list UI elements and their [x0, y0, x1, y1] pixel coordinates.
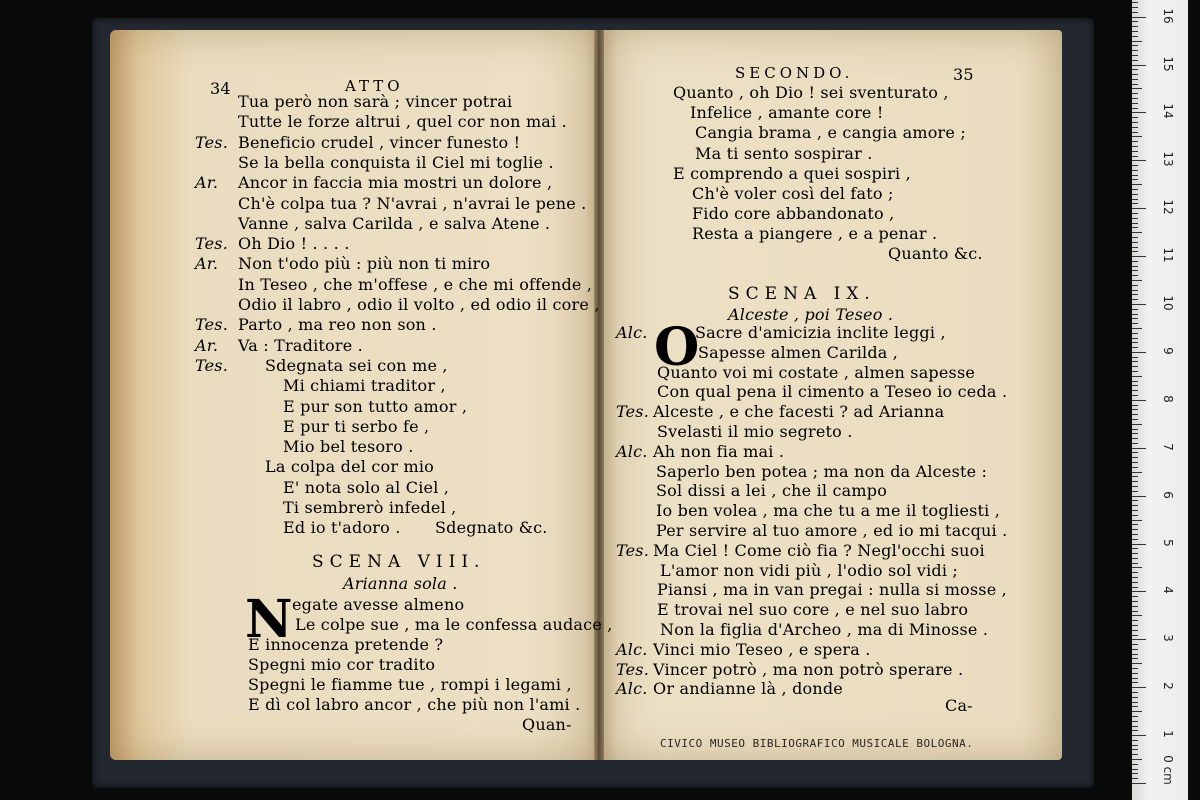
ruler-label: 12 [1161, 199, 1175, 215]
ruler-tick [1132, 534, 1138, 535]
ruler-label: 5 [1161, 538, 1175, 547]
ruler-tick [1132, 735, 1146, 736]
ruler-tick [1132, 702, 1138, 703]
da-capo: Quanto &c. [888, 244, 983, 263]
ruler-tick [1132, 467, 1138, 468]
ruler-tick [1132, 2, 1138, 3]
ruler-tick [1132, 778, 1138, 779]
ruler-tick [1132, 338, 1138, 339]
ruler-tick [1132, 625, 1138, 626]
ruler-tick [1132, 716, 1138, 717]
ruler-tick [1132, 577, 1138, 578]
ruler-tick [1132, 419, 1138, 420]
ruler-tick [1132, 481, 1138, 482]
ruler-tick [1132, 309, 1138, 310]
ruler-tick [1132, 433, 1138, 434]
ruler-label: 14 [1161, 103, 1175, 120]
verse-line: Sacre d'amicizia inclite leggi , [695, 323, 946, 342]
speaker-label: Tes. [195, 355, 228, 375]
ruler-tick [1132, 409, 1138, 410]
ruler-tick [1132, 639, 1146, 640]
verse-line: Le colpe sue , ma le confessa audace , [295, 615, 613, 634]
ruler-tick [1132, 41, 1142, 42]
drop-cap: N [245, 589, 293, 650]
ruler-tick [1132, 754, 1138, 755]
ruler-label: 8 [1161, 394, 1175, 403]
ruler-tick [1132, 539, 1138, 540]
ruler-tick [1132, 270, 1138, 271]
ruler-tick [1132, 55, 1138, 56]
ruler-tick [1132, 60, 1138, 61]
verse-line: E comprendo a quei sospiri , [673, 163, 911, 183]
verse-line: Va : Traditore . [238, 335, 363, 355]
verse-line: E trovai nel suo core , e nel suo labro [657, 600, 969, 620]
ruler-tick [1132, 687, 1146, 688]
scene-heading: SCENA IX. [728, 284, 876, 304]
ruler-tick [1132, 706, 1138, 707]
ruler-tick [1132, 127, 1138, 128]
ruler-tick [1132, 443, 1138, 444]
ruler-tick [1132, 548, 1138, 549]
ruler-tick [1132, 294, 1138, 295]
ruler-tick [1132, 745, 1138, 746]
ruler-tick [1132, 184, 1142, 185]
ruler-tick [1132, 567, 1142, 568]
verse-line: Quanto , oh Dio ! sei sventurato , [673, 83, 949, 102]
ruler-tick [1132, 179, 1138, 180]
ruler-tick [1132, 280, 1142, 281]
verse-line: Sdegnato &c. [435, 518, 548, 538]
scene-subtitle: Alceste , poi Teseo . [728, 305, 894, 324]
ruler-label: 1 [1161, 730, 1175, 738]
measurement-ruler [1132, 0, 1188, 800]
ruler-tick [1132, 496, 1146, 497]
verse-line: Tutte le forze altrui , quel cor non mai . [238, 112, 567, 132]
verse-line: Spegni le fiamme tue , rompi i legami , [248, 675, 572, 694]
ruler-tick [1132, 769, 1138, 770]
library-stamp: CIVICO MUSEO BIBLIOGRAFICO MUSICALE BOLOGNA. [660, 737, 974, 750]
verse-line: Odio il labro , odio il volto , ed odio il core , [238, 295, 600, 314]
ruler-tick [1132, 156, 1138, 157]
verse-line: Infelice , amante core ! [690, 103, 884, 123]
ruler-tick [1132, 26, 1138, 27]
ruler-label: 2 [1161, 682, 1175, 690]
speaker-label: Alc. [616, 639, 648, 659]
ruler-tick [1132, 45, 1138, 46]
drop-cap: O [654, 317, 700, 378]
ruler-label: 15 [1161, 55, 1175, 72]
scene-subtitle: Arianna sola . [343, 574, 458, 593]
ruler-tick [1132, 103, 1138, 104]
ruler-tick [1132, 194, 1138, 195]
ruler-tick [1132, 165, 1138, 166]
verse-line: Alceste , e che facesti ? ad Arianna [653, 402, 945, 422]
verse-line: Vanne , salva Carilda , e salva Atene . [238, 213, 551, 233]
ruler-tick [1132, 347, 1138, 348]
ruler-tick [1132, 328, 1142, 329]
verse-line: Sol dissi a lei , che il campo [656, 481, 888, 501]
ruler-tick [1132, 266, 1138, 267]
ruler-tick [1132, 50, 1138, 51]
ruler-tick [1132, 160, 1146, 161]
ruler-tick [1132, 170, 1138, 171]
ruler-tick [1132, 98, 1138, 99]
scene-heading: SCENA VIII. [312, 552, 486, 572]
verse-line: Io ben volea , ma che tu a me il togliesti , [656, 501, 1001, 521]
verse-line: Vincer potrò , ma non potrò sperare . [653, 659, 964, 679]
running-header: ATTO [345, 77, 404, 95]
ruler-tick [1132, 678, 1138, 679]
ruler-tick [1132, 323, 1138, 324]
running-header: SECONDO. [735, 64, 854, 82]
ruler-tick [1132, 424, 1142, 425]
ruler-tick [1132, 242, 1138, 243]
ruler-tick [1132, 472, 1142, 473]
verse-line: Ah non fia mai . [653, 441, 785, 461]
ruler-tick [1132, 232, 1142, 233]
ruler-tick [1132, 682, 1138, 683]
ruler-tick [1132, 371, 1138, 372]
ruler-tick [1132, 721, 1138, 722]
ruler-tick [1132, 515, 1138, 516]
verse-line: E pur ti serbo fe , [283, 416, 430, 436]
ruler-tick [1132, 400, 1146, 401]
ruler-tick [1132, 759, 1142, 760]
ruler-tick [1132, 673, 1138, 674]
ruler-tick [1132, 476, 1138, 477]
verse-line: Parto , ma reo non son . [238, 315, 437, 335]
ruler-tick [1132, 486, 1138, 487]
ruler-tick [1132, 630, 1138, 631]
ruler-tick [1132, 764, 1138, 765]
ruler-tick [1132, 457, 1138, 458]
ruler-tick [1132, 611, 1138, 612]
speaker-label: Tes. [616, 540, 649, 560]
verse-line: Svelasti il mio segreto . [657, 422, 853, 441]
ruler-label: 3 [1161, 634, 1175, 643]
ruler-tick [1132, 275, 1138, 276]
speaker-label: Alc. [616, 441, 648, 461]
catchword: Quan- [522, 715, 572, 734]
ruler-tick [1132, 520, 1142, 521]
ruler-tick [1132, 405, 1138, 406]
ruler-tick [1132, 544, 1146, 545]
ruler-tick [1132, 773, 1138, 774]
speaker-label: Ar. [195, 254, 219, 274]
catchword: Ca- [945, 696, 973, 715]
ruler-tick [1132, 117, 1138, 118]
ruler-tick [1132, 462, 1138, 463]
ruler-tick [1132, 572, 1138, 573]
verse-line: Resta a piangere , e a penar . [692, 224, 938, 244]
ruler-tick [1132, 7, 1138, 8]
speaker-label: Tes. [616, 402, 649, 422]
ruler-tick [1132, 524, 1138, 525]
ruler-tick [1132, 112, 1146, 113]
ruler-tick [1132, 352, 1146, 353]
verse-line: Tua però non sarà ; vincer potrai [238, 92, 513, 111]
verse-line: In Teseo , che m'offese , e che mi offende , [238, 274, 593, 294]
ruler-tick [1132, 88, 1142, 89]
verse-line: Beneficio crudel , vincer funesto ! [238, 132, 521, 152]
ruler-tick [1132, 151, 1138, 152]
ruler-tick [1132, 357, 1138, 358]
ruler-tick [1132, 376, 1142, 377]
verse-line: Ch'è colpa tua ? N'avrai , n'avrai le pene . [238, 193, 587, 213]
ruler-tick [1132, 491, 1138, 492]
verse-line: La colpa del cor mio [265, 457, 434, 477]
ruler-tick [1132, 429, 1138, 430]
ruler-label: 11 [1161, 247, 1175, 263]
ruler-tick [1132, 529, 1138, 530]
verse-line: Vinci mio Teseo , e spera . [653, 639, 871, 659]
ruler-tick [1132, 438, 1138, 439]
ruler-tick [1132, 366, 1138, 367]
verse-line: Se la bella conquista il Ciel mi toglie . [238, 152, 554, 172]
ruler-tick [1132, 381, 1138, 382]
ruler-tick [1132, 658, 1138, 659]
ruler-tick [1132, 93, 1138, 94]
ruler-tick [1132, 668, 1138, 669]
ruler-tick [1132, 385, 1138, 386]
ruler-tick [1132, 175, 1138, 176]
ruler-tick [1132, 591, 1146, 592]
verse-line: Fido core abbandonato , [692, 204, 895, 224]
verse-line: Spegni mio cor tradito [248, 655, 436, 674]
verse-line: egate avesse almeno [292, 595, 465, 614]
speaker-label: Tes. [195, 234, 228, 254]
ruler-tick [1132, 314, 1138, 315]
ruler-tick [1132, 304, 1146, 305]
ruler-tick [1132, 31, 1138, 32]
ruler-tick [1132, 582, 1138, 583]
ruler-tick [1132, 213, 1138, 214]
ruler-tick [1132, 558, 1138, 559]
ruler-tick [1132, 692, 1138, 693]
verse-line: Ti sembrerò infedel , [283, 498, 457, 517]
verse-line: Ancor in faccia mia mostri un dolore , [238, 173, 553, 193]
ruler-tick [1132, 21, 1138, 22]
ruler-tick [1132, 654, 1138, 655]
verse-line: Mio bel tesoro . [283, 437, 414, 457]
ruler-tick [1132, 74, 1138, 75]
verse-line: Ma Ciel ! Come ciò fia ? Negl'occhi suoi [653, 540, 985, 560]
speaker-label: Alc. [616, 323, 648, 342]
ruler-tick [1132, 749, 1138, 750]
ruler-tick [1132, 342, 1138, 343]
page-number: 35 [953, 65, 974, 84]
ruler-tick [1132, 452, 1138, 453]
ruler-tick [1132, 36, 1138, 37]
verse-line: E innocenza pretende ? [248, 635, 444, 654]
ruler-tick [1132, 730, 1138, 731]
speaker-label: Tes. [195, 315, 228, 335]
ruler-tick [1132, 146, 1138, 147]
verse-line: E pur son tutto amor , [283, 396, 468, 416]
ruler-tick [1132, 726, 1138, 727]
ruler-tick [1132, 256, 1146, 257]
book-gutter [594, 30, 604, 760]
verse-line: Per servire al tuo amore , ed io mi tacqui . [656, 521, 1008, 540]
ruler-tick [1132, 649, 1138, 650]
verse-line: L'amor non vidi più , l'odio sol vidi ; [660, 560, 959, 580]
speaker-label: Tes. [616, 659, 649, 679]
speaker-label: Alc. [616, 679, 648, 699]
ruler-tick [1132, 79, 1138, 80]
ruler-tick [1132, 644, 1138, 645]
page-number: 34 [210, 79, 231, 98]
ruler-tick [1132, 606, 1138, 607]
verse-line: Ed io t'adoro . [283, 518, 401, 538]
ruler-label: 9 [1161, 347, 1175, 355]
ruler-tick [1132, 615, 1142, 616]
ruler-tick [1132, 122, 1138, 123]
ruler-tick [1132, 620, 1138, 621]
ruler-tick [1132, 218, 1138, 219]
ruler-tick [1132, 141, 1138, 142]
ruler-tick [1132, 199, 1138, 200]
ruler-tick [1132, 69, 1138, 70]
verse-line: Ch'è voler così del fato ; [692, 184, 894, 203]
ruler-tick [1132, 208, 1146, 209]
ruler-tick [1132, 237, 1138, 238]
ruler-tick [1132, 84, 1138, 85]
ruler-tick [1132, 510, 1138, 511]
ruler-tick [1132, 261, 1138, 262]
ruler-tick [1132, 223, 1138, 224]
ruler-label: 4 [1161, 586, 1175, 595]
verse-line: Or andianne là , donde [653, 679, 843, 699]
verse-line: Non t'odo più : più non ti miro [238, 254, 491, 274]
verse-line: E dì col labro ancor , che più non l'ami . [248, 695, 581, 714]
ruler-tick [1132, 12, 1138, 13]
ruler-tick [1132, 136, 1142, 137]
ruler-tick [1132, 740, 1138, 741]
ruler-tick [1132, 697, 1138, 698]
ruler-tick [1132, 247, 1138, 248]
ruler-label: 13 [1161, 151, 1175, 167]
verse-line: Non la figlia d'Archeo , ma di Minosse . [660, 620, 989, 639]
speaker-label: Tes. [195, 132, 228, 152]
ruler-label: 16 [1161, 7, 1175, 24]
verse-line: Sdegnata sei con me , [265, 355, 448, 375]
ruler-label: 7 [1161, 442, 1175, 451]
ruler-label: 6 [1161, 490, 1175, 499]
ruler-tick [1132, 448, 1146, 449]
ruler-tick [1132, 395, 1138, 396]
speaker-label: Ar. [195, 173, 219, 193]
ruler-tick [1132, 227, 1138, 228]
ruler-tick [1132, 783, 1146, 784]
ruler-tick [1132, 65, 1146, 66]
verse-line: Sapesse almen Carilda , [698, 342, 899, 362]
ruler-tick [1132, 333, 1138, 334]
ruler-tick [1132, 390, 1138, 391]
ruler-tick [1132, 108, 1138, 109]
ruler-tick [1132, 299, 1138, 300]
ruler-tick [1132, 361, 1138, 362]
ruler-tick [1132, 251, 1138, 252]
ruler-label: 0 cm [1161, 755, 1175, 785]
ruler-tick [1132, 414, 1138, 415]
speaker-label: Ar. [195, 335, 219, 355]
ruler-tick [1132, 635, 1138, 636]
ruler-tick [1132, 189, 1138, 190]
verse-line: Oh Dio ! . . . . [238, 234, 350, 254]
verse-line: Con qual pena il cimento a Teseo io ceda . [657, 382, 1008, 402]
ruler-tick [1132, 563, 1138, 564]
verse-line: Piansi , ma in van pregai : nulla si mosse , [657, 580, 1007, 600]
ruler-tick [1132, 505, 1138, 506]
ruler-tick [1132, 711, 1142, 712]
ruler-tick [1132, 132, 1138, 133]
ruler-tick [1132, 318, 1138, 319]
ruler-tick [1132, 500, 1138, 501]
verse-line: Quanto voi mi costate , almen sapesse [657, 362, 976, 382]
ruler-label: 10 [1161, 295, 1175, 311]
ruler-tick [1132, 285, 1138, 286]
ruler-tick [1132, 17, 1146, 18]
verse-line: E' nota solo al Ciel , [283, 477, 450, 497]
verse-line: Ma ti sento sospirar . [695, 143, 873, 163]
ruler-tick [1132, 290, 1138, 291]
ruler-tick [1132, 203, 1138, 204]
ruler-tick [1132, 601, 1138, 602]
ruler-tick [1132, 587, 1138, 588]
verse-line: Saperlo ben potea ; ma non da Alceste : [656, 461, 988, 481]
verse-line: Cangia brama , e cangia amore ; [695, 123, 966, 143]
ruler-tick [1132, 553, 1138, 554]
verse-line: Mi chiami traditor , [283, 376, 446, 396]
ruler-tick [1132, 596, 1138, 597]
ruler-tick [1132, 663, 1142, 664]
